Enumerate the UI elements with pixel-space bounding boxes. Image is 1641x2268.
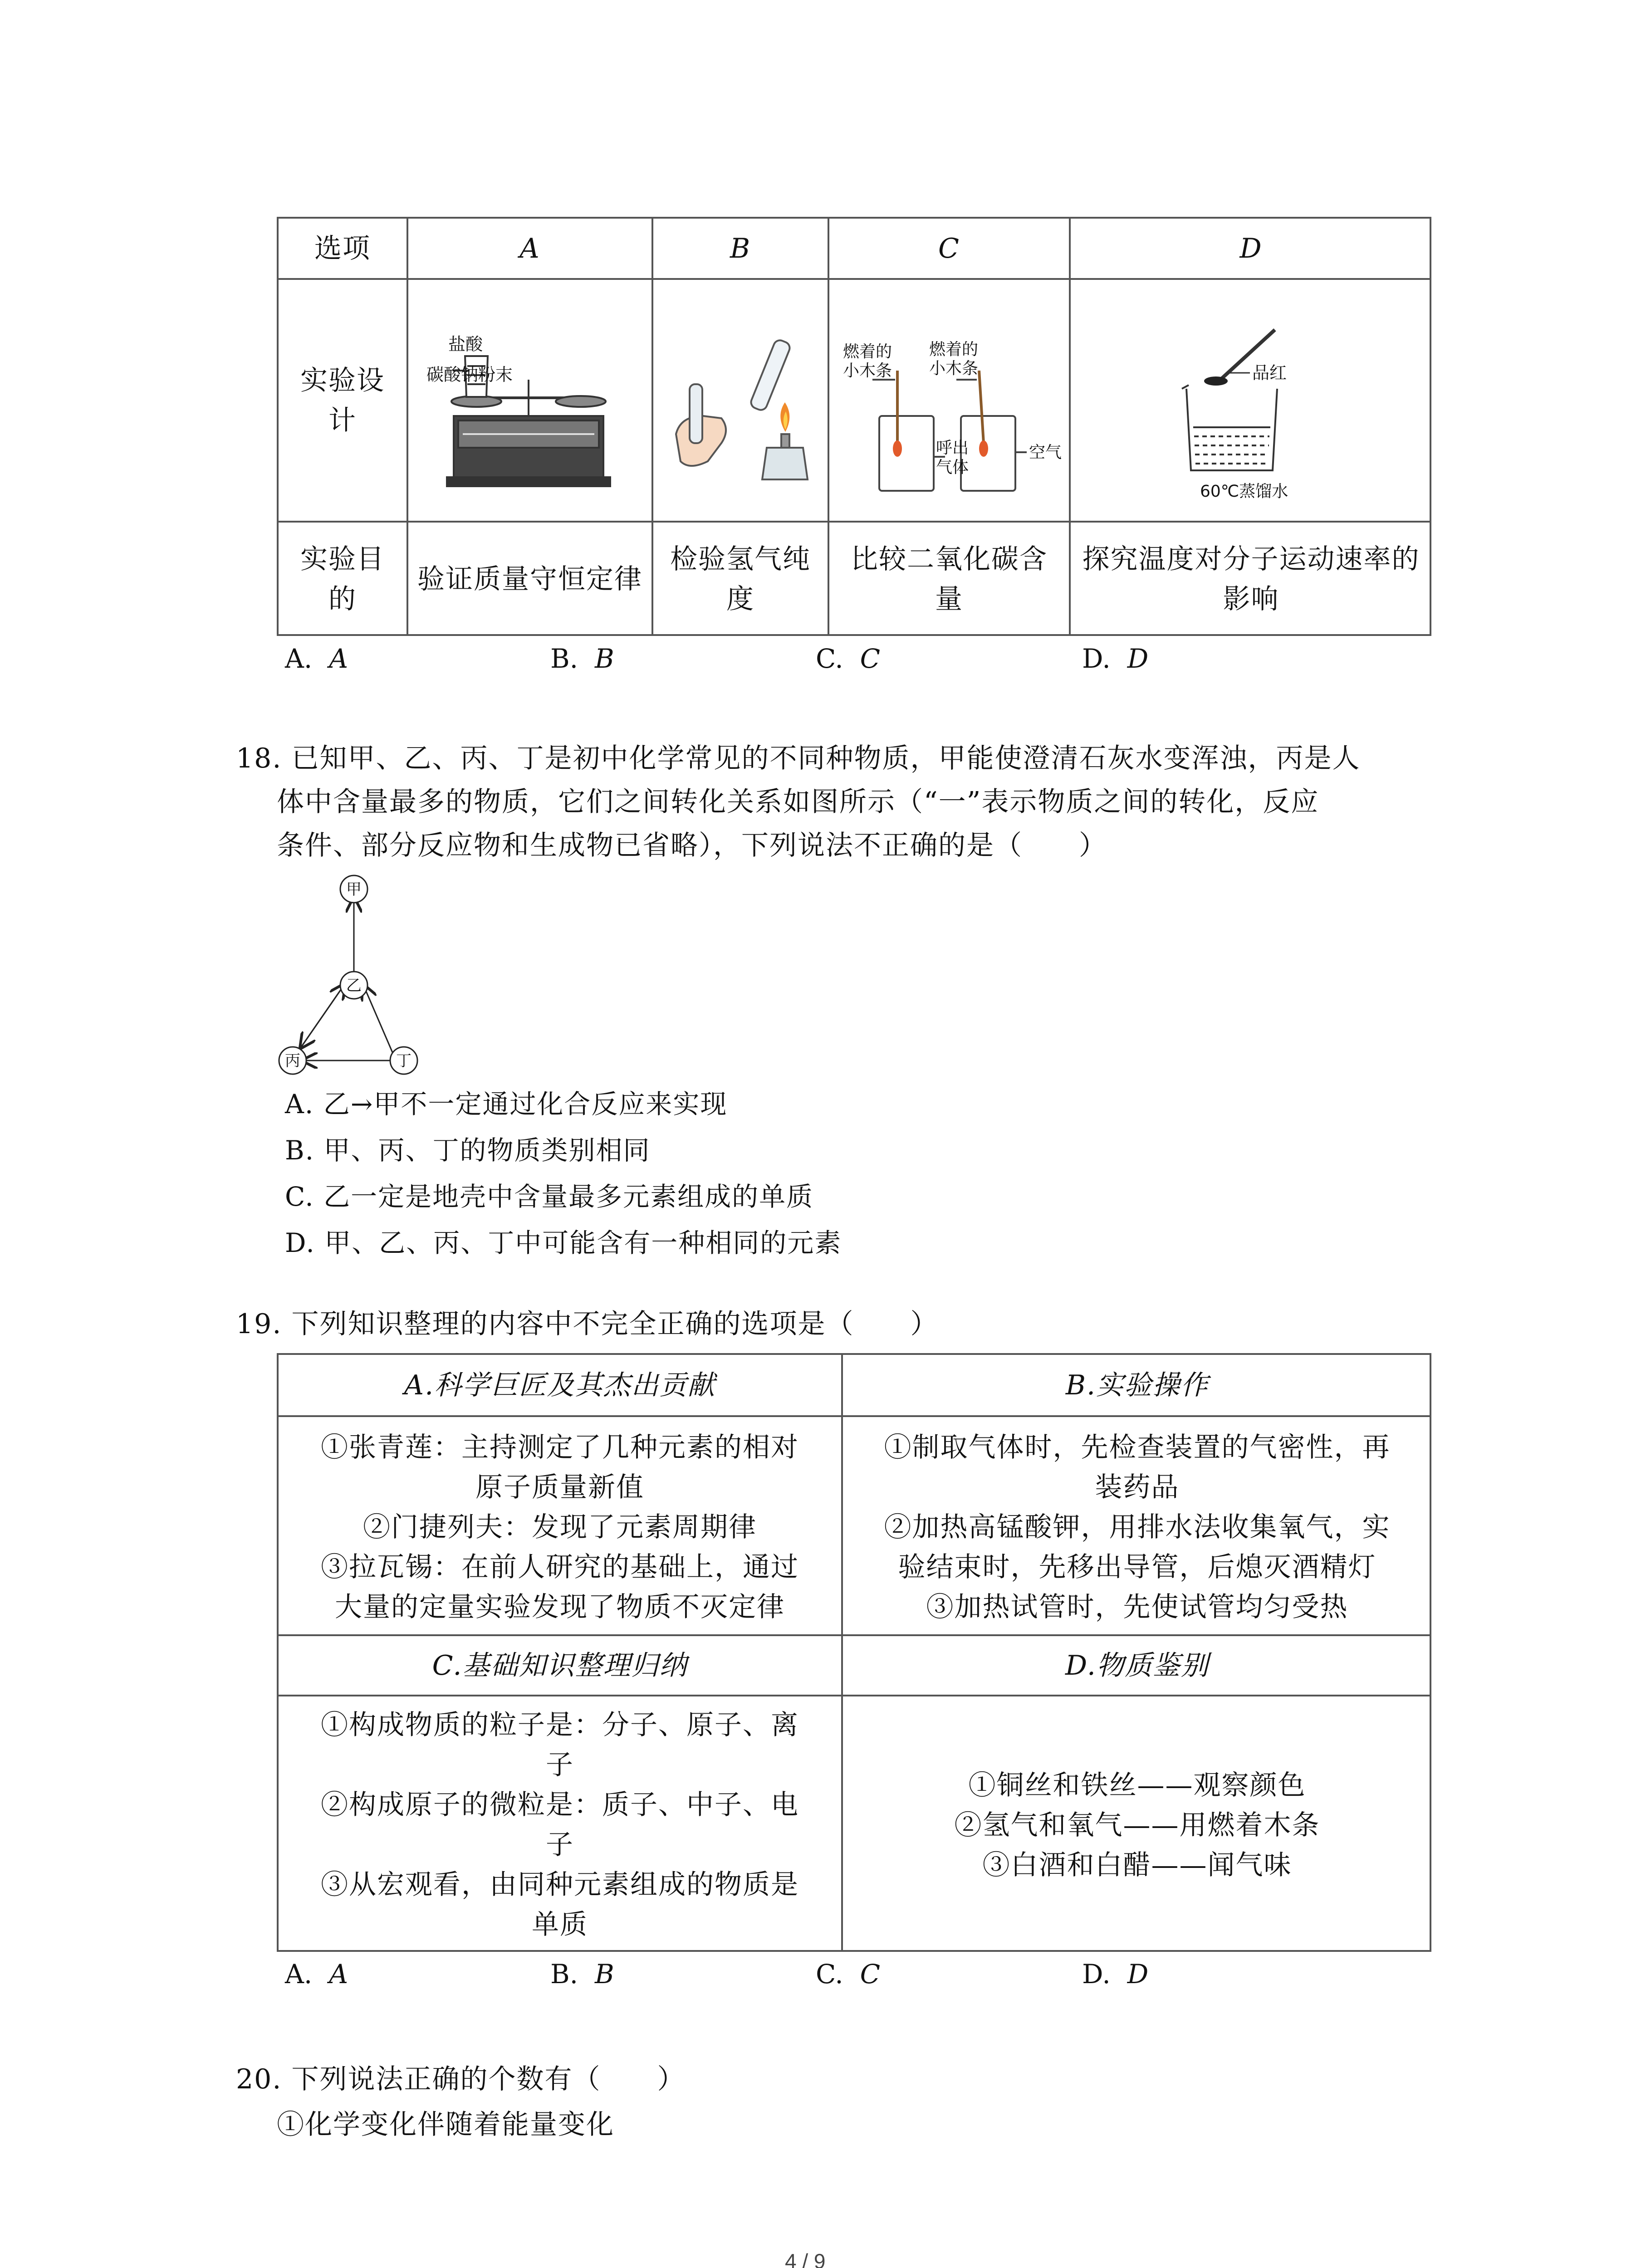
option-b[interactable]: B. B [550,643,614,674]
q18-relation-diagram [272,866,454,1080]
cell-c-content: ①构成物质的粒子是：分子、原子、离 子 ②构成原子的微粒是：质子、中子、电 子 ③从宏观看，由同种元素组成的物质是 单质 [321,1709,799,1941]
option-d[interactable]: D. D [1082,643,1149,674]
header-a: A [519,232,540,264]
option-c[interactable]: C. C [816,643,881,674]
design-row [279,280,1430,523]
purpose-row [279,523,1430,636]
svg-text:碳酸钠粉末: 碳酸钠粉末 [426,365,513,385]
node-yi: 乙 [346,977,362,995]
purpose-a: 验证质量守恒定律 [417,563,642,595]
svg-text:60℃蒸馏水: 60℃蒸馏水 [1200,482,1288,501]
header-label: 选项 [314,232,371,264]
svg-text:小木条: 小木条 [843,362,892,380]
q18-stem-line-3: 条件、部分反应物和生成物已省略），下列说法不正确的是（ ） [277,830,1107,861]
svg-text:盐酸: 盐酸 [448,334,483,354]
table-header-row [279,219,1430,280]
diffusion-beaker-image [1071,280,1431,521]
node-ding: 丁 [396,1052,411,1070]
q20-item-1: ①化学变化伴随着能量变化 [277,2109,614,2141]
q17-table [277,217,1431,636]
svg-text:呼出: 呼出 [936,439,969,457]
cell-c-title: C.基础知识整理归纳 [432,1649,688,1681]
option-d[interactable]: D. D [1082,1959,1149,1989]
cell-d-title: D.物质鉴别 [1065,1649,1210,1681]
design-label: 实验设计 [300,364,385,436]
purpose-d: 探究温度对分子运动速率的影响 [1082,543,1420,615]
cell-a-content: ①张青莲：主持测定了几种元素的相对 原子质量新值 ②门捷列夫：发现了元素周期律 ③拉瓦锡：在前人研究的基础上，通过 大量的定量实验发现了物质不灭定律 [321,1432,799,1623]
page-number: 4 / 9 [785,2249,826,2268]
option-a[interactable]: A. A [285,1959,348,1989]
node-bing: 丙 [285,1052,300,1070]
option-b[interactable]: B. B [550,1959,614,1989]
q19-stem: 19. 下列知识整理的内容中不完全正确的选项是（ ） [236,1308,939,1340]
balance-experiment-image [408,280,652,521]
purpose-label: 实验目的 [300,543,385,615]
q19-table [277,1353,1431,1952]
purpose-b: 检验氢气纯度 [670,543,811,615]
svg-text:空气: 空气 [1029,443,1062,462]
svg-text:气体: 气体 [936,458,969,477]
cell-b-content: ①制取气体时，先检查装置的气密性，再 装药品 ②加热高锰酸钾，用排水法收集氧气，实 验结束时，先移出导管，后熄灭酒精灯 ③加热试管时，先使试管均匀受热 [884,1432,1391,1623]
q18-option-b[interactable]: B. 甲、丙、丁的物质类别相同 [285,1135,651,1166]
table-divider [279,1415,1430,1417]
node-jia: 甲 [346,880,362,899]
hydrogen-test-image [653,280,828,521]
header-b: B [730,232,751,264]
option-a[interactable]: A. A [285,643,348,674]
q18-stem-line-1: 18. 已知甲、乙、丙、丁是初中化学常见的不同种物质，甲能使澄清石灰水变浑浊，丙是人 [236,743,1361,774]
header-d: D [1239,232,1263,264]
q20-stem: 20. 下列说法正确的个数有（ ） [236,2063,686,2095]
q18-option-c[interactable]: C. 乙一定是地壳中含量最多元素组成的单质 [285,1181,814,1212]
svg-text:燃着的: 燃着的 [843,342,892,361]
option-c[interactable]: C. C [816,1959,881,1989]
co2-comparison-image [829,280,1069,521]
purpose-c: 比较二氧化碳含量 [851,543,1048,615]
svg-text:燃着的: 燃着的 [929,340,979,359]
svg-text:小木条: 小木条 [929,359,979,378]
header-c: C [938,232,960,264]
cell-b-title: B.实验操作 [1065,1369,1209,1401]
table-divider [279,1695,1430,1696]
cell-d-content: ①铜丝和铁丝——观察颜色 ②氢气和氧气——用燃着木条 ③白酒和白醋——闻气味 [954,1769,1320,1881]
q18-option-a[interactable]: A. 乙→甲不一定通过化合反应来实现 [285,1089,728,1119]
q18-option-d[interactable]: D. 甲、乙、丙、丁中可能含有一种相同的元素 [285,1227,842,1258]
cell-a-title: A.科学巨匠及其杰出贡献 [404,1369,716,1401]
svg-text:品红: 品红 [1252,363,1287,383]
q18-stem-line-2: 体中含量最多的物质，它们之间转化关系如图所示（“一”表示物质之间的转化，反应 [277,786,1319,818]
